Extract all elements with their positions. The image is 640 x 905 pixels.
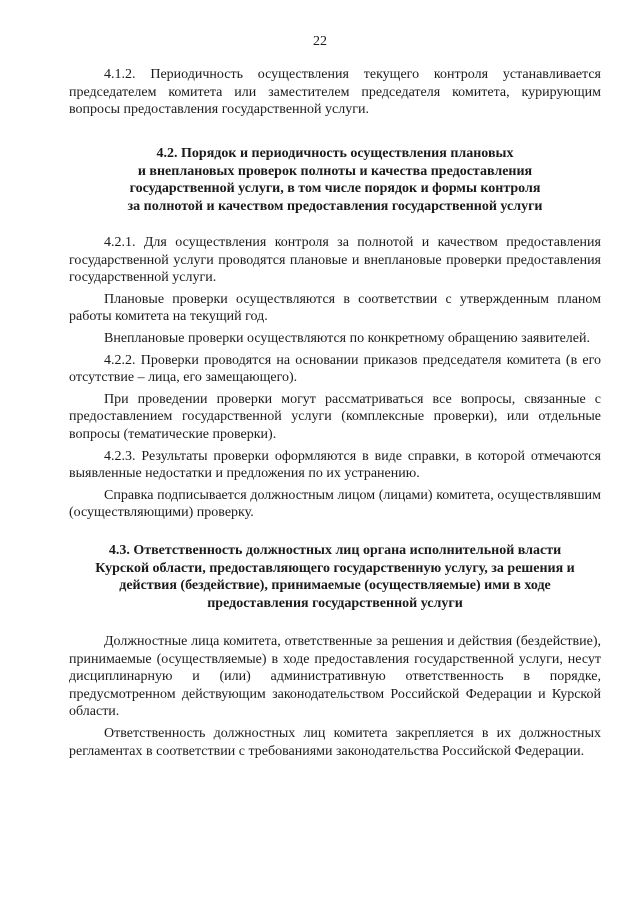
paragraph-check-scope: При проведении проверки могут рассматриваться все вопросы, связанные с предоставлением государственной услуги (комплексные проверки), или отдельные вопросы (тематические проверки). (69, 391, 601, 442)
paragraph-officials-responsibility: Должностные лица комитета, ответственные за решения и действия (бездействие), принимаемые (осуществляемые) в ходе предоставления государственной услуги, несут дисциплинарную и (или) административную ответственность в порядке, предусмотренном действующим законодательством Российской Федерации и Курской области. (69, 634, 601, 720)
paragraph-4-1-2: 4.1.2. Периодичность осуществления текущего контроля устанавливается председателем комитета или заместителем председателя комитета, курирующим вопросы предоставления государственной услуги. (69, 67, 601, 118)
heading-line: 4.2. Порядок и периодичность осуществления плановых (156, 145, 514, 161)
heading-line: предоставления государственной услуги (207, 596, 463, 612)
heading-line: действия (бездействие), принимаемые (осуществляемые) ими в ходе (119, 578, 551, 594)
heading-line: за полнотой и качеством предоставления государственной услуги (127, 199, 543, 215)
paragraph-unplanned-checks: Внеплановые проверки осуществляются по конкретному обращению заявителей. (104, 330, 590, 346)
document-body (69, 66, 601, 760)
paragraph-job-regulations: Ответственность должностных лиц комитета закрепляется в их должностных регламентах в соответствии с требованиями законодательства Российской Федерации. (69, 726, 601, 759)
paragraph-4-2-1: 4.2.1. Для осуществления контроля за полнотой и качеством предоставления государственной услуги проводятся плановые и внеплановые проверки предоставления государственной услуги. (69, 234, 601, 286)
heading-line: Курской области, предоставляющего государственную услугу, за решения и (95, 560, 575, 576)
paragraph-4-2-2: 4.2.2. Проверки проводятся на основании приказов председателя комитета (в его отсутствие – лица, его замещающего). (69, 352, 601, 386)
heading-line: государственной услуги, в том числе порядок и формы контроля (129, 181, 541, 197)
section-heading-4-2 (69, 145, 601, 216)
section-heading-4-3 (69, 542, 601, 613)
paragraph-planned-checks: Плановые проверки осуществляются в соответствии с утвержденным планом работы комитета на текущий год. (69, 291, 601, 325)
paragraph-report-signing: Справка подписывается должностным лицом (лицами) комитета, осуществлявшим (осуществляющими) проверку. (69, 487, 601, 521)
paragraph-4-2-3: 4.2.3. Результаты проверки оформляются в виде справки, в которой отмечаются выявленные недостатки и предложения по их устранению. (69, 448, 601, 482)
page-number: 22 (313, 34, 327, 49)
heading-line: 4.3. Ответственность должностных лиц органа исполнительной власти (108, 542, 562, 558)
heading-line: и внеплановых проверок полноты и качества предоставления (137, 163, 533, 179)
